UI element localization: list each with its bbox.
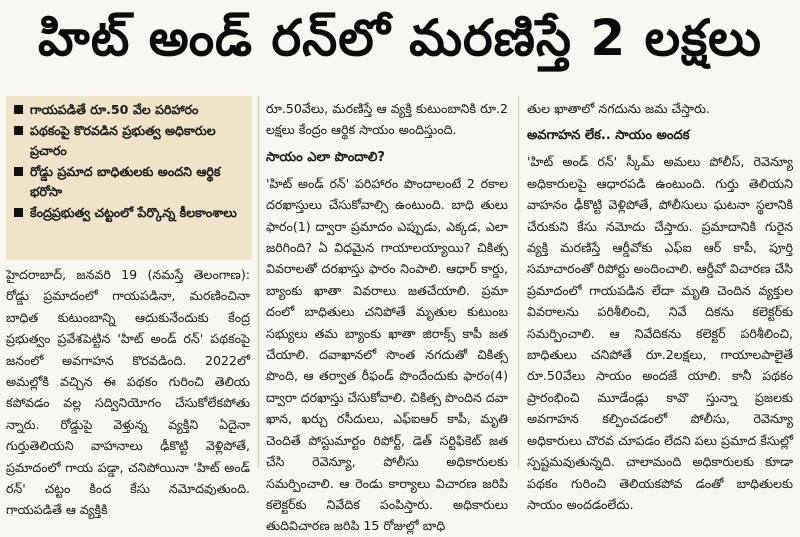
column3-intro: తుల ఖాతాలో నగదును జమ చేస్తారు. — [527, 101, 710, 116]
square-bullet-icon — [14, 167, 23, 176]
highlights-list — [12, 100, 246, 223]
section-heading-lack-of-awareness: అవగాహన లేక.. సాయం అందక — [527, 128, 690, 144]
highlight-item: రోడ్డు ప్రమాద బాధితులకు అందని ఆర్థిక భరోసా — [12, 162, 246, 202]
column-divider — [518, 96, 519, 468]
article-column-2 — [266, 98, 508, 537]
highlight-item: గాయపడితే రూ.50 వేల పరిహారం — [12, 100, 246, 120]
square-bullet-icon — [14, 208, 23, 217]
column1-body: హైదరాబాద్, జనవరి 19 (నమస్తే తెలంగాణ): రోడ్డు ప్రమాదంలో గాయపడినా, మరణించినా బాధిత కుటుంబాన్ని ఆదుకునేందుకు కేంద్ర ప్రభుత్వం ప్రవేశపెట్టిన 'హిట్ అండ్ రన్' పథకంపై జనంలో అవగాహన కొరవడింది. 2022లో అమల్లోకి వచ్చిన ఈ పథకం గురించి తెలియ కపోవడం వల్ల సద్వినియోగం చేసుకోలేకపోతు న్నారు. రోడ్డుపై వెళ్తున్న వ్యక్తిని ఏదైనా గుర్తుతెలియని వాహనాలు ఢీకొట్టి వెళ్లిపోతే, ప్రమాదంలో గాయ పడ్డా, చనిపోయినా 'హిట్ అండ్ రన్' చట్టం కింద కేసు నమోదవుతుంది. గాయపడితే ఆ వ్యక్తికి — [6, 267, 250, 518]
highlight-item: పథకంపై కొరవడిన ప్రభుత్వ అధికారుల ప్రచారం — [12, 121, 246, 161]
square-bullet-icon — [14, 126, 23, 135]
square-bullet-icon — [14, 105, 23, 114]
section-heading-how-to-get-aid: సాయం ఎలా పొందాలి? — [266, 149, 385, 165]
column2-body: 'హిట్ అండ్ రన్' పరిహారం పొందాలంటే 2 రకాల దరఖాస్తులు చేసుకోవాల్సి ఉంటుంది. బాధి తులు ఫారం(1) ద్వారా ప్రమాదం ఎప్పుడు, ఎక్కడ, ఎలా జరిగింది? ఏ విధమైన గాయాలయ్యాయి? చికిత్స వివరాలతో దరఖాస్తు ఫారం నింపాలి. ఆధార్ కార్డు, బ్యాంకు ఖాతా వివరాలు జతచేయాలి. ప్రమా దంలో బాధితులు చనిపోతే మృతుల కుటుంబ సభ్యులు తమ బ్యాంకు ఖాతా జిరాక్స్ కాపీ జత చేయాలి. దవాఖానలో సొంత నగదుతో చికిత్స పొంది, ఆ తర్వాత రీఫండ్ పొందేందుకు ఫారం(4) ద్వారా దరఖాస్తు చేసుకోవాలి. చికిత్స పొందిన దవా ఖాన, ఖర్చు రసీదులు, ఎఫ్ఐఆర్ కాపీ, మృతి చెందితే పోస్టుమార్టం రిపోర్ట్, డెత్ సర్టిఫికెట్ జత చేసి రెవెన్యూ, పోలీసు అధికారులకు సమర్పించాలి. ఆ రెండు కార్యాలు విచారణ జరిపి కలెక్టర్‌కు నివేదిక పంపిస్తారు. అధికారులు తుదివిచారణ జరిపి 15 రోజుల్లో బాధి — [266, 175, 508, 534]
highlights-box — [6, 96, 252, 260]
column-divider — [258, 96, 259, 468]
highlight-item: కేంద్రప్రభుత్వ చట్టంలో పేర్కొన్న కీలకాంశాలు — [12, 203, 246, 223]
column2-intro: రూ.50వేలు, మరణిస్తే ఆ వ్యక్తి కుటుంబానికి రూ.2 లక్షలు కేంద్రం ఆర్థిక సాయం అందిస్తుంది. — [266, 101, 508, 138]
headline: హిట్ అండ్ రన్‌లో మరణిస్తే 2 లక్షలు — [38, 8, 762, 67]
column3-body: 'హిట్ అండ్ రన్' స్కీమ్ అమలు పోలీస్, రెవెన్యూ అధికారులపై ఆధారపడి ఉంటుంది. గుర్తు తెలియని వాహనం ఢీకొట్టి వెళ్లిపోతే, పోలీసులు ఘటనా స్థలానికి చేరుకుని కేసు నమోదు చేస్తారు. ప్రమాదానికి గురైన వ్యక్తి మరణిస్తే ఆర్డీవోకు ఎఫ్ఐ ఆర్ కాపీ, పూర్తి సమాచారంతో రిపోర్టు అందించాలి. ఆర్డీవో విచారణ చేసి ప్రమాదంలో గాయపడిన లేదా మృతి చెందిన వ్యక్తుల వివరాలను పరిశీలించి, నివే దికను కలెక్టర్‌కు సమర్పించాలి. ఆ నివేదికను కలెక్టర్ పరిశీలించి, బాధితులు చనిపోతే రూ.2లక్షలు, గాయాలపాలైతే రూ.50వేలు సాయం అందజే యాలి. కానీ పథకం ప్రారంభించి మూడేండ్లు కావొ స్తున్నా ప్రజలకు అవగాహన కల్పించడంలో పోలీసు, రెవెన్యూ అధికారులు చొరవ చూపడం లేదని పలు ప్రమాద కేసుల్లో స్పష్టమవుతున్నది. చాలామంది అధికారులకు కూడా పథకం గురించి తెలియకపోవ డంతో బాధితులకు సాయం అందడంలేదు. — [527, 154, 793, 512]
article-column-3 — [527, 98, 793, 515]
